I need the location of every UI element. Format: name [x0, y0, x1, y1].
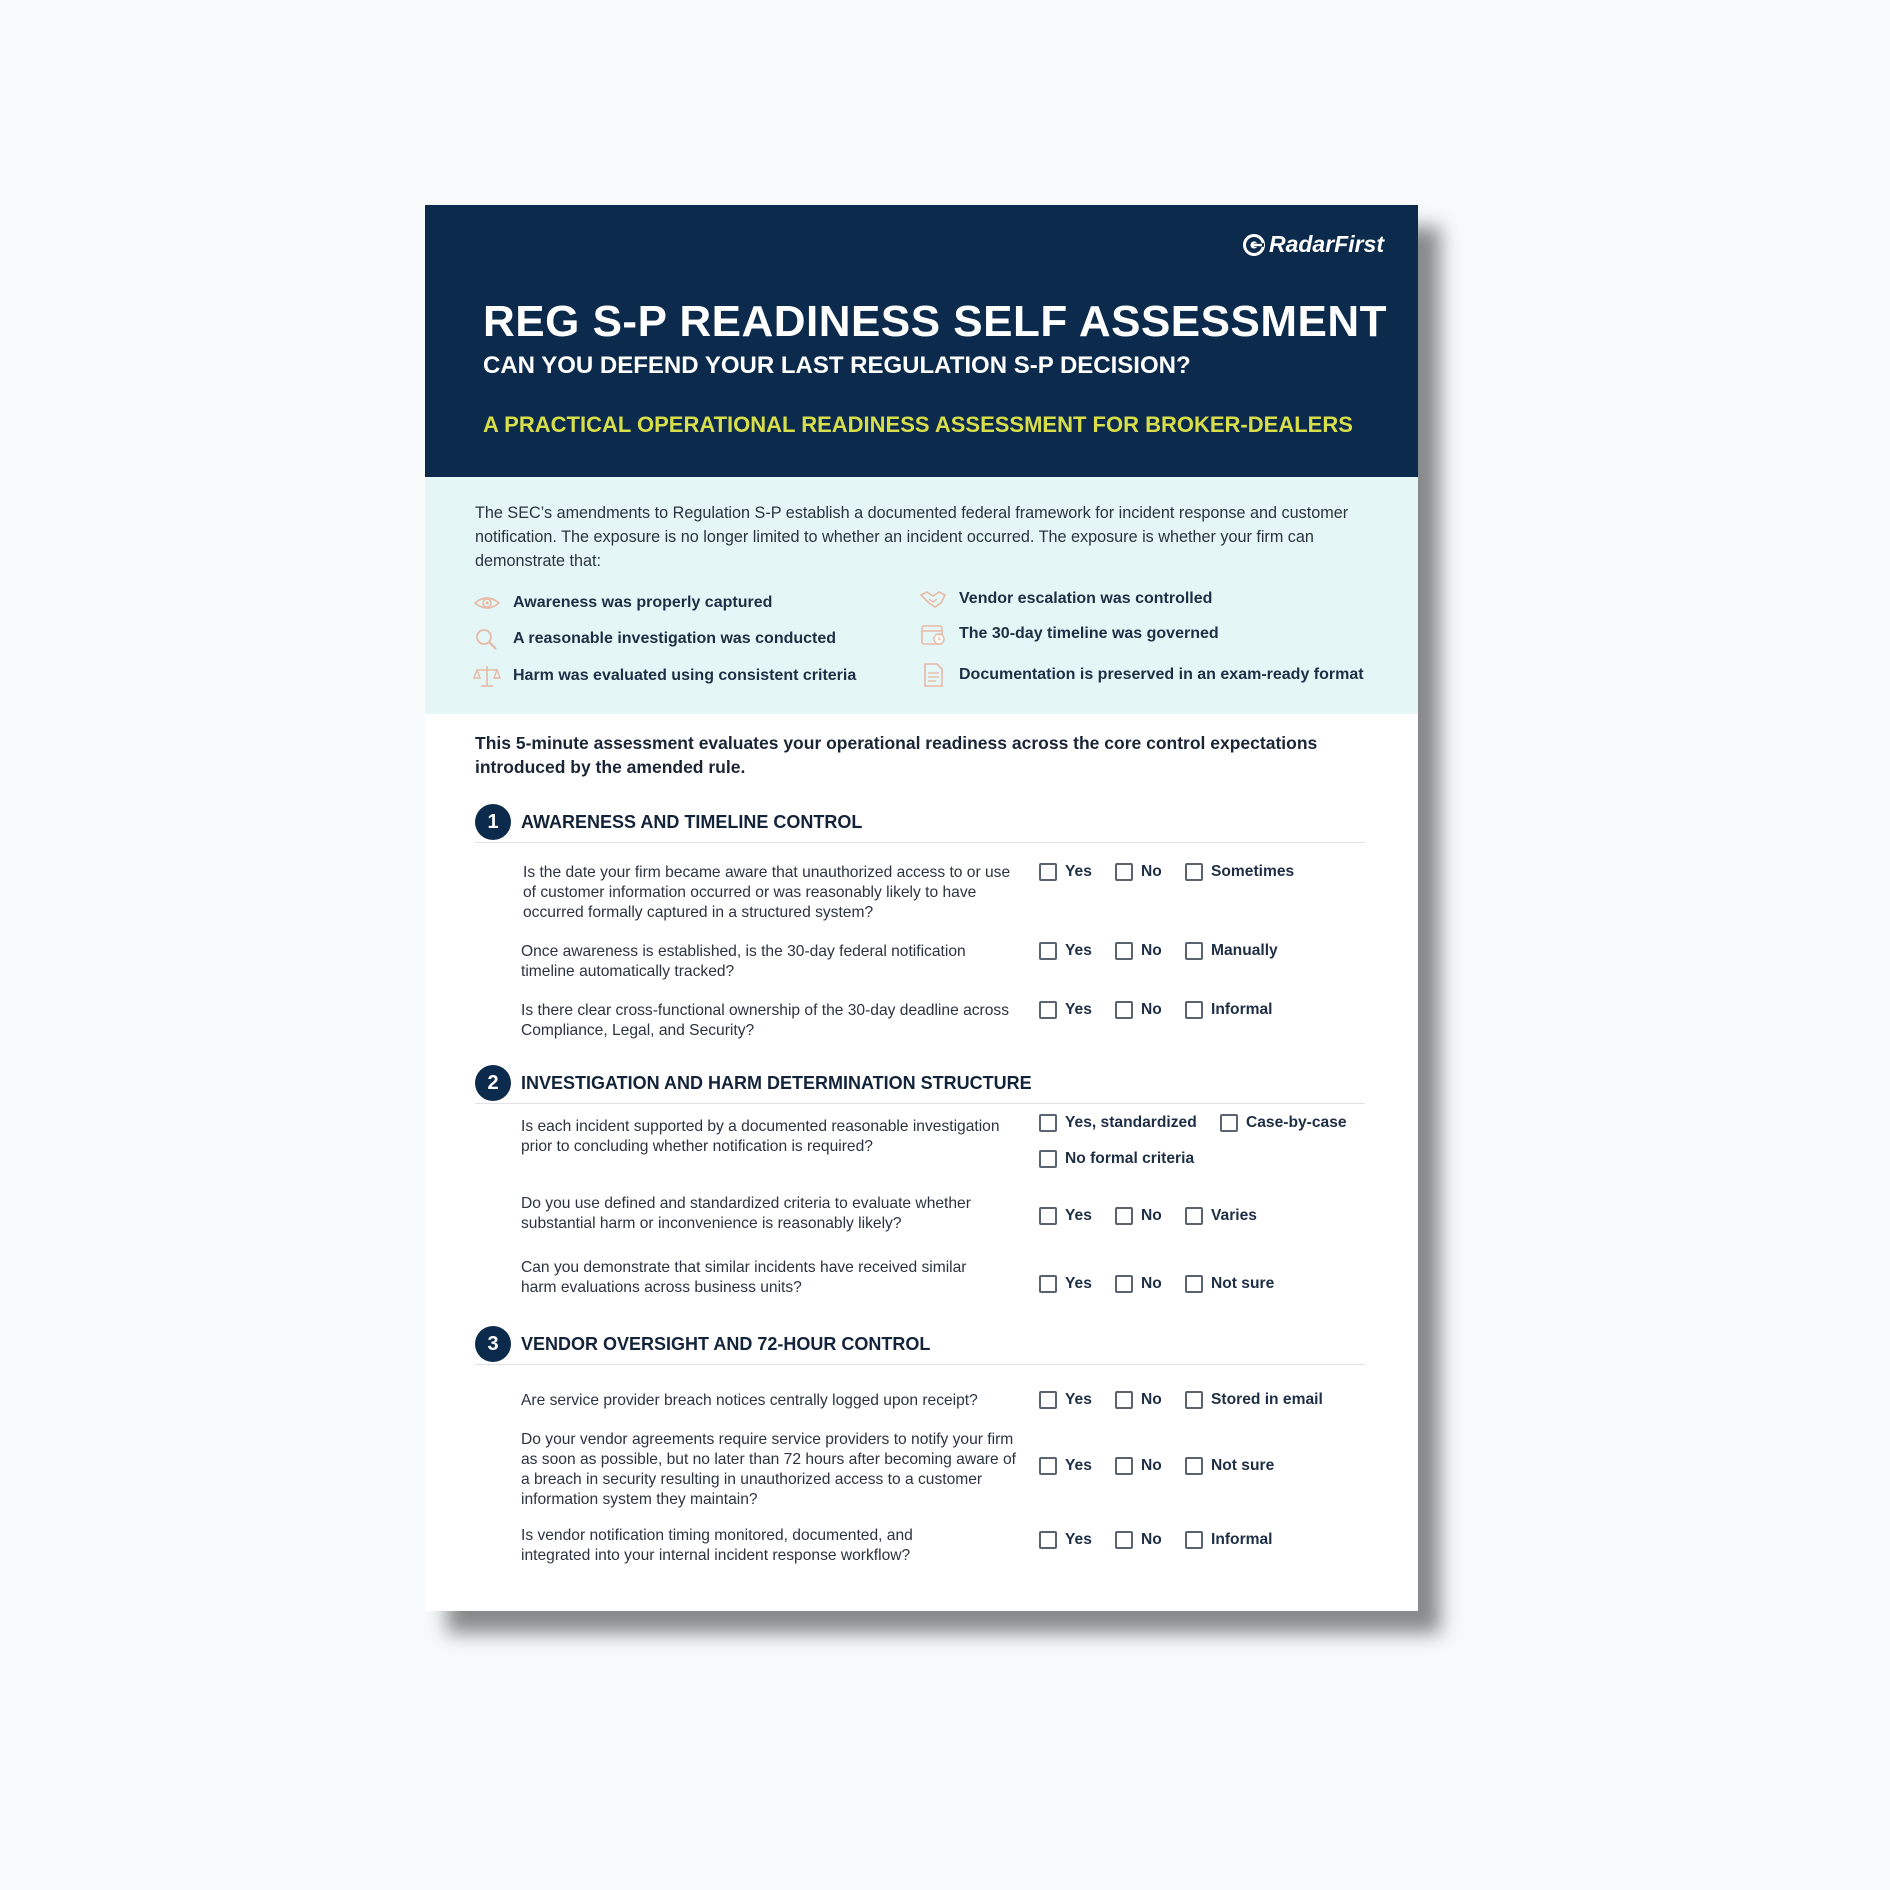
option-label: Case-by-case	[1246, 1114, 1347, 1131]
section-number-badge: 2	[475, 1065, 511, 1101]
checkbox-icon[interactable]	[1115, 942, 1133, 960]
option-checkbox[interactable]	[1115, 863, 1162, 881]
checkbox-icon[interactable]	[1115, 1531, 1133, 1549]
option-checkbox[interactable]	[1220, 1114, 1347, 1132]
question-3-3: Is vendor notification timing monitored, documented, and integrated into your internal incident response workflow?	[521, 1527, 913, 1564]
option-label: Sometimes	[1211, 863, 1295, 880]
option-label: No	[1141, 1391, 1162, 1408]
checkbox-icon[interactable]	[1115, 863, 1133, 881]
checkbox-icon[interactable]	[1185, 1001, 1203, 1019]
intro-panel	[425, 477, 1418, 714]
option-checkbox[interactable]	[1115, 1275, 1162, 1293]
checkbox-icon[interactable]	[1220, 1114, 1238, 1132]
bullet-timeline	[919, 622, 1219, 646]
option-label: Stored in email	[1211, 1391, 1323, 1408]
bullet-investigation	[473, 627, 836, 651]
option-label: Informal	[1211, 1531, 1273, 1548]
checkbox-icon[interactable]	[1039, 1114, 1057, 1132]
option-label: Yes	[1065, 942, 1092, 959]
document-icon	[919, 663, 947, 687]
scales-icon	[473, 664, 501, 688]
checkbox-icon[interactable]	[1185, 1531, 1203, 1549]
checkbox-icon[interactable]	[1185, 1391, 1203, 1409]
checkbox-icon[interactable]	[1115, 1001, 1133, 1019]
option-label: Varies	[1211, 1207, 1257, 1224]
checkbox-icon[interactable]	[1115, 1207, 1133, 1225]
section-title: VENDOR OVERSIGHT AND 72-HOUR CONTROL	[521, 1334, 931, 1354]
checkbox-icon[interactable]	[1185, 1275, 1203, 1293]
brand-name: RadarFirst	[1268, 231, 1384, 257]
checkbox-icon[interactable]	[1115, 1457, 1133, 1475]
option-label: Not sure	[1211, 1457, 1275, 1474]
checkbox-icon[interactable]	[1039, 1275, 1057, 1293]
option-checkbox[interactable]	[1185, 1531, 1273, 1549]
checkbox-icon[interactable]	[1185, 1207, 1203, 1225]
section-header-3	[475, 1326, 1365, 1365]
option-checkbox[interactable]	[1185, 1391, 1323, 1409]
option-checkbox[interactable]	[1115, 1531, 1162, 1549]
bullet-documentation	[919, 663, 1364, 687]
option-checkbox[interactable]	[1039, 1275, 1092, 1293]
section-title: INVESTIGATION AND HARM DETERMINATION STRUCTURE	[521, 1073, 1032, 1093]
option-label: Yes	[1065, 1391, 1092, 1408]
option-checkbox[interactable]	[1115, 1207, 1162, 1225]
bullet-vendor	[919, 587, 1212, 611]
assessment-sheet	[425, 205, 1418, 1611]
option-checkbox[interactable]	[1039, 1457, 1092, 1475]
option-label: No	[1141, 1207, 1162, 1224]
checkbox-icon[interactable]	[1115, 1275, 1133, 1293]
bullet-label: Vendor escalation was controlled	[959, 590, 1213, 607]
option-label: No	[1141, 1001, 1162, 1018]
option-label: Yes	[1065, 1457, 1092, 1474]
option-label: No	[1141, 863, 1162, 880]
question-2-3: Can you demonstrate that similar incidents have received similar harm evaluations across business units?	[521, 1259, 967, 1296]
section-number-badge: 1	[475, 804, 511, 840]
intro-text: The SEC’s amendments to Regulation S-P establish a documented federal framework for incident response and customer notification. The exposure is no longer limited to whether an incident occurred. The exposure is whether your firm can demonstrate that:	[475, 504, 1349, 570]
checkbox-icon[interactable]	[1185, 863, 1203, 881]
question-2-2: Do you use defined and standardized criteria to evaluate whether substantial harm or inconvenience is reasonably likely?	[521, 1195, 971, 1232]
page-subtitle: CAN YOU DEFEND YOUR LAST REGULATION S-P DECISION?	[483, 352, 1191, 379]
checkbox-icon[interactable]	[1039, 1150, 1057, 1168]
question-1-1: Is the date your firm became aware that unauthorized access to or use of customer information occurred or was reasonably likely to have occurred formally captured in a structured system?	[523, 864, 1011, 921]
option-checkbox[interactable]	[1115, 1001, 1162, 1019]
page-tagline: A PRACTICAL OPERATIONAL READINESS ASSESSMENT FOR BROKER-DEALERS	[483, 412, 1353, 437]
bullet-awareness	[473, 591, 772, 615]
bullet-label: Documentation is preserved in an exam-ready format	[959, 666, 1364, 683]
checkbox-icon[interactable]	[1039, 1391, 1057, 1409]
checkbox-icon[interactable]	[1185, 1457, 1203, 1475]
option-label: Manually	[1211, 942, 1278, 959]
option-label: Yes	[1065, 1001, 1092, 1018]
option-label: No	[1141, 1457, 1162, 1474]
option-label: Yes	[1065, 1207, 1092, 1224]
brand-logo	[1243, 231, 1384, 258]
checkbox-icon[interactable]	[1039, 863, 1057, 881]
option-checkbox[interactable]	[1039, 863, 1092, 881]
option-label: No	[1141, 1531, 1162, 1548]
magnifier-icon	[473, 627, 501, 651]
bullet-label: The 30-day timeline was governed	[959, 625, 1219, 642]
option-checkbox[interactable]	[1185, 863, 1294, 881]
option-label: Yes, standardized	[1065, 1114, 1197, 1131]
option-label: Informal	[1211, 1001, 1273, 1018]
question-2-1: Is each incident supported by a documented reasonable investigation prior to concluding whether notification is required?	[521, 1118, 1000, 1155]
section-header-1	[475, 804, 1365, 843]
question-1-3: Is there clear cross-functional ownership of the 30-day deadline across Compliance, Legal, and Security?	[521, 1002, 1009, 1039]
option-checkbox[interactable]	[1039, 1114, 1197, 1132]
option-label: No	[1141, 942, 1162, 959]
question-1-2: Once awareness is established, is the 30-day federal notification timeline automatically tracked?	[521, 943, 966, 980]
handshake-icon	[919, 587, 947, 611]
bullet-label: Harm was evaluated using consistent criteria	[513, 667, 857, 684]
option-label: No formal criteria	[1065, 1150, 1195, 1167]
checkbox-icon[interactable]	[1115, 1391, 1133, 1409]
checkbox-icon[interactable]	[1185, 942, 1203, 960]
option-checkbox[interactable]	[1115, 942, 1162, 960]
radarfirst-logo-icon	[1243, 234, 1265, 256]
option-label: Yes	[1065, 863, 1092, 880]
option-checkbox[interactable]	[1185, 1207, 1257, 1225]
calendar-icon	[919, 622, 947, 646]
checkbox-icon[interactable]	[1039, 1457, 1057, 1475]
option-checkbox[interactable]	[1039, 1391, 1092, 1409]
header-banner	[425, 205, 1418, 477]
option-checkbox[interactable]	[1115, 1457, 1162, 1475]
page-title: REG S-P READINESS SELF ASSESSMENT	[483, 297, 1387, 346]
option-checkbox[interactable]	[1039, 1001, 1092, 1019]
option-checkbox[interactable]	[1039, 1531, 1092, 1549]
section-number-badge: 3	[475, 1326, 511, 1362]
checkbox-icon[interactable]	[1039, 1207, 1057, 1225]
section-title: AWARENESS AND TIMELINE CONTROL	[521, 812, 863, 832]
option-checkbox[interactable]	[1115, 1391, 1162, 1409]
option-checkbox[interactable]	[1185, 1275, 1274, 1293]
checkbox-icon[interactable]	[1039, 942, 1057, 960]
option-checkbox[interactable]	[1039, 1207, 1092, 1225]
option-label: Yes	[1065, 1531, 1092, 1548]
option-checkbox[interactable]	[1185, 1457, 1274, 1475]
option-label: Not sure	[1211, 1275, 1275, 1292]
bullet-label: Awareness was properly captured	[513, 594, 773, 611]
option-checkbox[interactable]	[1185, 942, 1278, 960]
checkbox-icon[interactable]	[1039, 1001, 1057, 1019]
section-header-2	[475, 1065, 1365, 1104]
option-checkbox[interactable]	[1039, 1150, 1194, 1168]
option-checkbox[interactable]	[1185, 1001, 1273, 1019]
option-label: No	[1141, 1275, 1162, 1292]
assessment-lead-text: This 5-minute assessment evaluates your operational readiness across the core control expectations introduced by the amended rule.	[475, 733, 1318, 777]
question-3-1: Are service provider breach notices centrally logged upon receipt?	[521, 1392, 978, 1409]
option-label: Yes	[1065, 1275, 1092, 1292]
checkbox-icon[interactable]	[1039, 1531, 1057, 1549]
question-3-2: Do your vendor agreements require service providers to notify your firm as soon as possible, but no later than 72 hours after becoming aware of a breach in security resulting in unauthorized access to a customer information system they maintain?	[521, 1431, 1016, 1508]
eye-icon	[473, 591, 501, 615]
bullet-label: A reasonable investigation was conducted	[513, 630, 837, 647]
bullet-harm	[473, 664, 856, 688]
option-checkbox[interactable]	[1039, 942, 1092, 960]
